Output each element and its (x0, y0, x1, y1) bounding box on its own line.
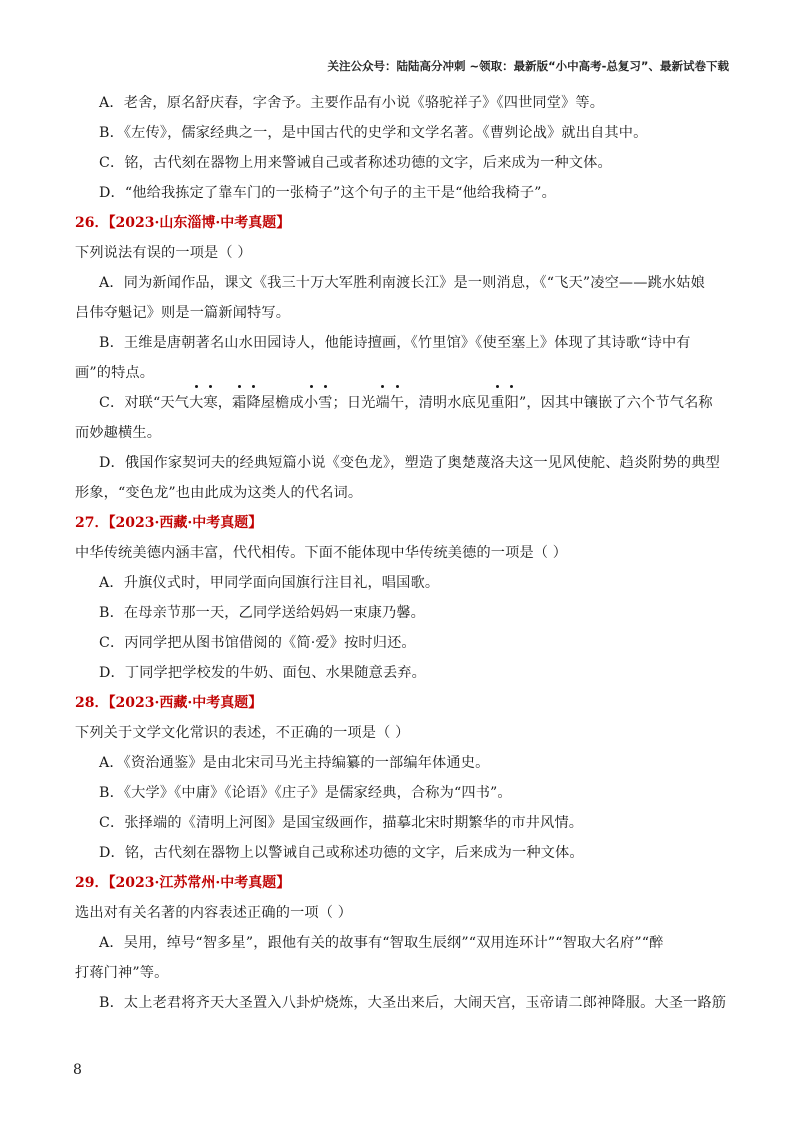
option-d: D．俄国作家契诃夫的经典短篇小说《变色龙》，塑造了奥楚蔑洛夫这一见风使舵、趋炎附势的典型 (99, 455, 720, 471)
question-stem: 下列说法有误的一项是（ ） (75, 245, 252, 261)
option-text: C．对联“天气 (99, 395, 190, 411)
emphasis-char: 重 (490, 388, 504, 418)
option-text: ， (217, 395, 233, 411)
emphasis-char: 端 (376, 388, 390, 418)
option-text: ；日光 (332, 395, 376, 411)
question-header (75, 508, 725, 538)
emphasis-char: 霜 (232, 388, 246, 418)
question-number: 29． (75, 875, 109, 891)
question-number: 28． (75, 695, 109, 711)
emphasis-char: 寒 (203, 388, 217, 418)
page-content (75, 88, 725, 1018)
option-b: B．王维是唐朝著名山水田园诗人，他能诗擅画，《竹里馆》《使至塞上》体现了其诗歌“诗中有 (99, 335, 691, 351)
question-header (75, 688, 725, 718)
question-header (75, 208, 725, 238)
question-source: 【2023·西藏·中考真题】 (108, 695, 263, 711)
emphasis-term (189, 395, 218, 411)
emphasis-term (376, 395, 405, 411)
emphasis-char: 小 (304, 388, 318, 418)
option-a: A．同为新闻作品，课文《我三十万大军胜利南渡长江》是一则消息，《“飞天”凌空——跳水姑娘 (99, 275, 705, 291)
emphasis-term (232, 395, 261, 411)
option-b-continued: 画”的特点。 (75, 365, 155, 381)
option-text: 屋檐成 (260, 395, 304, 411)
option-c (75, 388, 725, 418)
question-number: 27． (75, 515, 109, 531)
option-c: C．铭，古代刻在器物上用来警诫自己或者称述功德的文字，后来成为一种文体。 (99, 155, 612, 171)
emphasis-char: 降 (246, 388, 260, 418)
option-c: C．丙同学把从图书馆借阅的《简·爱》按时归还。 (99, 635, 416, 651)
option-d: D．铭，古代刻在器物上以警诫自己或称述功德的文字，后来成为一种文体。 (99, 845, 584, 861)
emphasis-term (304, 395, 333, 411)
option-text: ”，因其中镶嵌了六个节气名称 (518, 395, 713, 411)
option-a: A．吴用，绰号“智多星”，跟他有关的故事有“智取生辰纲”“双用连环计”“智取大名府”“醉 (99, 935, 664, 951)
question-source: 【2023·山东淄博·中考真题】 (108, 215, 291, 231)
question-header (75, 868, 725, 898)
question-stem: 选出对有关名著的内容表述正确的一项（ ） (75, 905, 353, 921)
page-header: 关注公众号：陆陆高分冲刺 ~领取：最新版“小中高考-总复习”、最新试卷下载 (327, 59, 729, 73)
emphasis-char: 雪 (318, 388, 332, 418)
option-a: A．升旗仪式时，甲同学面向国旗行注目礼，唱国歌。 (99, 575, 440, 591)
emphasis-char: 阳 (505, 388, 519, 418)
page-number: 8 (73, 1062, 82, 1078)
option-d: D．丁同学把学校发的牛奶、面包、水果随意丢弃。 (99, 665, 426, 681)
option-d: D．“他给我拣定了靠车门的一张椅子”这个句子的主干是“他给我椅子”。 (99, 185, 556, 201)
option-b: B．在母亲节那一天，乙同学送给妈妈一束康乃馨。 (99, 605, 426, 621)
question-source: 【2023·西藏·中考真题】 (108, 515, 263, 531)
option-c-continued: 而妙趣横生。 (75, 425, 162, 441)
option-a: A．老舍，原名舒庆春，字舍予。主要作品有小说《骆驼祥子》《四世同堂》等。 (99, 95, 605, 111)
option-b: B．《大学》《中庸》《论语》《庄子》是儒家经典，合称为“四书”。 (99, 785, 512, 801)
option-d-continued: 形象，“变色龙”也由此成为这类人的代名词。 (75, 485, 363, 501)
option-text: ，清明水底见 (404, 395, 491, 411)
question-stem: 中华传统美德内涵丰富，代代相传。下面不能体现中华传统美德的一项是（ ） (75, 545, 568, 561)
option-c: C．张择端的《清明上河图》是国宝级画作，描摹北宋时期繁华的市井风情。 (99, 815, 584, 831)
emphasis-char: 大 (189, 388, 203, 418)
option-a-continued: 吕伟夺魁记》则是一篇新闻特写。 (75, 305, 291, 321)
question-source: 【2023·江苏常州·中考真题】 (108, 875, 291, 891)
question-stem: 下列关于文学文化常识的表述，不正确的一项是（ ） (75, 725, 410, 741)
option-b: B．《左传》，儒家经典之一，是中国古代的史学和文学名著。《曹刿论战》就出自其中。 (99, 125, 648, 141)
emphasis-char: 午 (390, 388, 404, 418)
option-b: B．太上老君将齐天大圣置入八卦炉烧炼，大圣出来后，大闹天宫，玉帝请二郎神降服。大圣一路筋 (99, 995, 727, 1011)
emphasis-term (490, 395, 519, 411)
option-a: A．《资治通鉴》是由北宋司马光主持编纂的一部编年体通史。 (99, 755, 490, 771)
option-a-continued: 打蒋门神”等。 (75, 965, 169, 981)
question-number: 26． (75, 215, 109, 231)
